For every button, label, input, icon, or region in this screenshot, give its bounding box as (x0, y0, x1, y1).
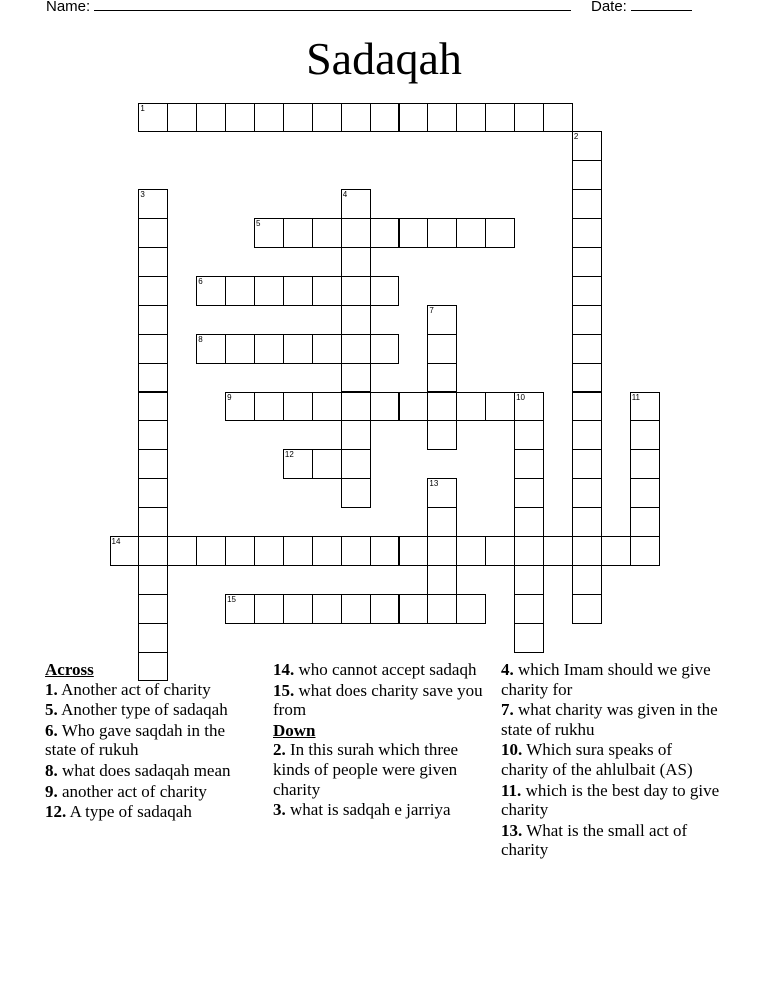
clue-number: 9 (227, 392, 232, 402)
grid-cell[interactable] (485, 392, 515, 422)
grid-cell[interactable] (138, 420, 168, 450)
grid-cell[interactable] (341, 363, 371, 393)
grid-cell[interactable] (456, 103, 486, 133)
clue-number: 8 (198, 334, 203, 344)
grid-cell[interactable] (312, 276, 342, 306)
clue-number: 1 (140, 103, 145, 113)
clue-down-7: 7. what charity was given in the state of rukhu (501, 700, 718, 739)
grid-cell[interactable] (312, 449, 342, 479)
grid-cell[interactable] (399, 594, 429, 624)
grid-cell[interactable] (341, 392, 371, 422)
grid-cell[interactable] (572, 594, 602, 624)
grid-cell[interactable] (485, 218, 515, 248)
grid-cell[interactable] (601, 536, 631, 566)
clue-across-6: 6. Who gave saqdah in the state of rukuh (45, 720, 226, 760)
grid-cell[interactable] (630, 420, 660, 450)
grid-cell[interactable] (427, 536, 457, 566)
down-heading: Down (273, 720, 316, 740)
grid-cell[interactable] (399, 536, 429, 566)
grid-cell[interactable] (485, 103, 515, 133)
grid-cell[interactable] (196, 103, 226, 133)
grid-cell[interactable] (514, 536, 544, 566)
clue-across-8: 8. what does sadaqah mean (45, 760, 231, 780)
grid-cell[interactable] (456, 536, 486, 566)
clues-column-1 (45, 660, 260, 823)
grid-cell[interactable] (341, 218, 371, 248)
clue-across-14: 14. who cannot accept sadaqh (273, 660, 477, 679)
grid-cell[interactable] (341, 536, 371, 566)
grid-cell[interactable] (138, 363, 168, 393)
grid-cell[interactable] (225, 536, 255, 566)
clue-across-12: 12. A type of sadaqah (45, 802, 192, 822)
grid-cell[interactable] (543, 103, 573, 133)
grid-cell[interactable] (572, 536, 602, 566)
grid-cell[interactable] (138, 449, 168, 479)
grid-cell[interactable] (138, 623, 168, 653)
grid-cell[interactable] (370, 536, 400, 566)
clue-number: 13 (429, 479, 439, 489)
grid-cell[interactable] (572, 247, 602, 277)
grid-cell[interactable] (485, 536, 515, 566)
grid-cell[interactable] (370, 103, 400, 133)
clues-column-3 (501, 660, 721, 861)
grid-cell[interactable] (572, 160, 602, 190)
grid-cell[interactable] (572, 363, 602, 393)
grid-cell[interactable] (341, 334, 371, 364)
grid-cell[interactable] (312, 594, 342, 624)
clue-down-10: 10. Which sura speaks of charity of the ahlulbait (AS) (501, 740, 693, 779)
grid-cell[interactable] (572, 305, 602, 335)
clue-number: 15 (227, 594, 236, 604)
grid-cell[interactable] (370, 218, 400, 248)
grid-cell[interactable] (110, 536, 140, 566)
clue-number: 3 (140, 190, 145, 200)
clue-number: 2 (573, 132, 579, 142)
grid-cell[interactable] (370, 334, 400, 364)
grid-cell[interactable] (341, 103, 371, 133)
grid-cell[interactable] (283, 594, 313, 624)
clue-across-5: 5. Another type of sadaqah (45, 700, 228, 720)
grid-cell[interactable] (138, 276, 168, 306)
grid-cell[interactable] (572, 420, 602, 450)
grid-cell[interactable] (514, 478, 544, 508)
grid-cell[interactable] (630, 478, 660, 508)
grid-cell[interactable] (427, 478, 457, 508)
grid-cell[interactable] (138, 218, 168, 248)
grid-cell[interactable] (312, 334, 342, 364)
grid-cell[interactable] (254, 594, 284, 624)
grid-cell[interactable] (514, 103, 544, 133)
grid-cell[interactable] (427, 594, 457, 624)
grid-cell[interactable] (514, 623, 544, 653)
grid-cell[interactable] (196, 334, 226, 364)
grid-cell[interactable] (254, 392, 284, 422)
grid-cell[interactable] (427, 392, 457, 422)
grid-cell[interactable] (514, 594, 544, 624)
grid-cell[interactable] (341, 276, 371, 306)
grid-cell[interactable] (572, 392, 602, 422)
clue-down-4: 4. which Imam should we give charity for (501, 660, 711, 699)
grid-cell[interactable] (341, 420, 371, 450)
grid-cell[interactable] (370, 594, 400, 624)
clue-down-2: 2. In this surah which three kinds of people were given charity (273, 740, 459, 799)
grid-cell[interactable] (138, 507, 168, 537)
grid-cell[interactable] (456, 392, 486, 422)
grid-cell[interactable] (312, 536, 342, 566)
grid-cell[interactable] (254, 536, 284, 566)
grid-cell[interactable] (399, 103, 429, 133)
grid-cell[interactable] (167, 103, 197, 133)
grid-cell[interactable] (427, 363, 457, 393)
grid-cell[interactable] (138, 565, 168, 595)
across-heading: Across (45, 660, 94, 679)
grid-cell[interactable] (341, 449, 371, 479)
grid-cell[interactable] (572, 334, 602, 364)
grid-cell[interactable] (283, 218, 313, 248)
date-label: Date: (591, 0, 627, 15)
grid-cell[interactable] (514, 392, 544, 422)
name-label: Name: (46, 0, 91, 15)
grid-cell[interactable] (514, 420, 544, 450)
clue-number: 11 (631, 392, 640, 402)
grid-cell[interactable] (312, 392, 342, 422)
grid-cell[interactable] (341, 247, 371, 277)
grid-cell[interactable] (138, 189, 168, 219)
clue-across-9: 9. another act of charity (45, 781, 207, 801)
clue-down-3: 3. what is sadqah e jarriya (273, 800, 451, 820)
grid-cell[interactable] (370, 276, 400, 306)
grid-cell[interactable] (138, 305, 168, 335)
grid-cell[interactable] (572, 449, 602, 479)
grid-cell[interactable] (254, 218, 284, 248)
grid-cell[interactable] (514, 449, 544, 479)
grid-cell[interactable] (399, 218, 429, 248)
grid-cell[interactable] (341, 594, 371, 624)
grid-cell[interactable] (225, 103, 255, 133)
grid-cell[interactable] (427, 565, 457, 595)
clue-number: 6 (198, 276, 203, 286)
grid-cell[interactable] (254, 103, 284, 133)
grid-cell[interactable] (283, 536, 313, 566)
grid-cell[interactable] (630, 392, 660, 422)
grid-cell[interactable] (630, 507, 660, 537)
grid-cell[interactable] (196, 276, 226, 306)
clues-column-2 (273, 660, 491, 821)
grid-cell[interactable] (138, 247, 168, 277)
grid-cell[interactable] (283, 392, 313, 422)
page-title: Sadaqah (306, 33, 462, 84)
grid-cell[interactable] (283, 449, 313, 479)
grid-cell[interactable] (427, 420, 457, 450)
grid-cell[interactable] (254, 334, 284, 364)
clue-number: 14 (111, 537, 121, 546)
grid-cell[interactable] (370, 392, 400, 422)
grid-cell[interactable] (225, 392, 255, 422)
grid-cell[interactable] (138, 334, 168, 364)
grid-cell[interactable] (167, 536, 197, 566)
grid-cell[interactable] (283, 103, 313, 133)
grid-cell[interactable] (514, 507, 544, 537)
grid-cell[interactable] (572, 189, 602, 219)
grid-cell[interactable] (138, 478, 168, 508)
grid-cell[interactable] (341, 478, 371, 508)
grid-cell[interactable] (456, 594, 486, 624)
grid-cell[interactable] (427, 103, 457, 133)
clue-number: 7 (429, 305, 434, 315)
grid-cell[interactable] (254, 276, 284, 306)
grid-cell[interactable] (138, 536, 168, 566)
grid-cell[interactable] (427, 334, 457, 364)
grid-cell[interactable] (427, 507, 457, 537)
grid-cell[interactable] (630, 536, 660, 566)
grid-cell[interactable] (427, 305, 457, 335)
clue-number: 5 (256, 219, 261, 229)
grid-cell[interactable] (630, 449, 660, 479)
grid-cell[interactable] (138, 594, 168, 624)
grid-cell[interactable] (312, 218, 342, 248)
grid-cell[interactable] (543, 536, 573, 566)
grid-cell[interactable] (456, 218, 486, 248)
clue-down-11: 11. which is the best day to give charity (501, 780, 720, 820)
clue-number: 12 (284, 450, 294, 460)
grid-cell[interactable] (572, 478, 602, 508)
grid-cell[interactable] (225, 594, 255, 624)
grid-cell[interactable] (312, 103, 342, 133)
grid-cell[interactable] (427, 218, 457, 248)
clue-number: 4 (342, 190, 348, 200)
grid-cell[interactable] (283, 334, 313, 364)
grid-cell[interactable] (196, 536, 226, 566)
grid-cell[interactable] (138, 392, 168, 422)
grid-cell[interactable] (572, 218, 602, 248)
grid-cell[interactable] (225, 334, 255, 364)
grid-cell[interactable] (138, 103, 168, 133)
clue-number: 10 (516, 392, 525, 402)
grid-cell[interactable] (572, 276, 602, 306)
grid-cell[interactable] (225, 276, 255, 306)
grid-cell[interactable] (341, 305, 371, 335)
grid-cell[interactable] (283, 276, 313, 306)
grid-cell[interactable] (341, 189, 371, 219)
grid-cell[interactable] (399, 392, 429, 422)
grid-cell[interactable] (572, 131, 602, 161)
clue-across-1: 1. Another act of charity (45, 679, 211, 699)
clue-across-15: 15. what does charity save you from (273, 680, 483, 720)
grid-cell[interactable] (514, 565, 544, 595)
grid-cell[interactable] (572, 507, 602, 537)
grid-cell[interactable] (572, 565, 602, 595)
clue-down-13: 13. What is the small act of charity (501, 820, 688, 860)
